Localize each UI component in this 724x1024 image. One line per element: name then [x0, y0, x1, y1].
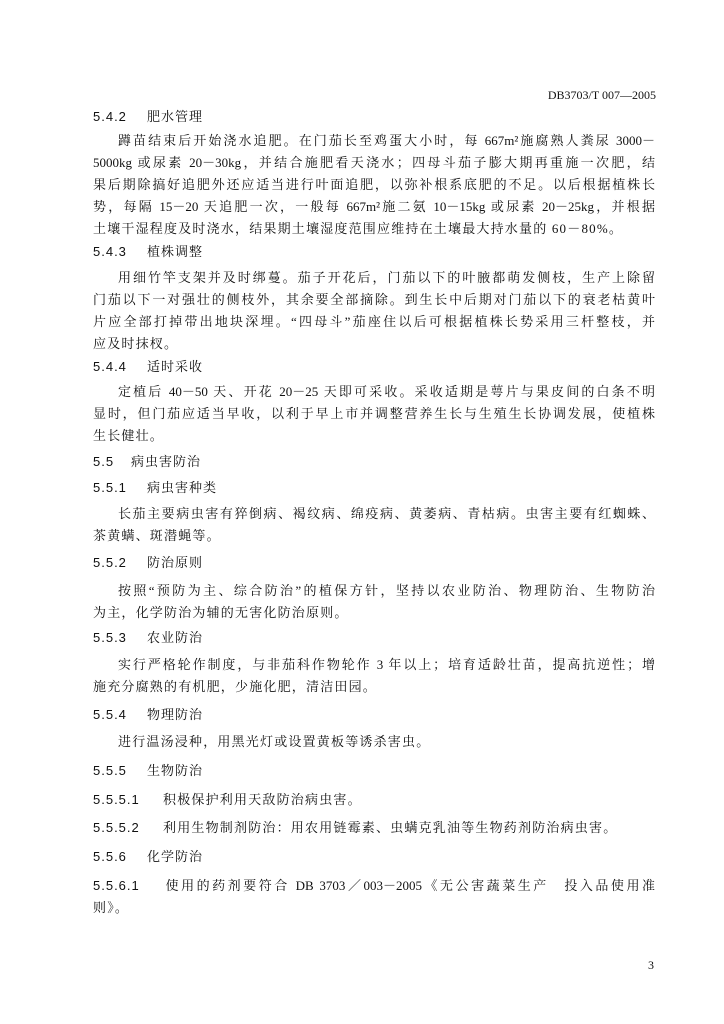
clause-item	[93, 817, 655, 839]
section-number: 5.5.5	[93, 763, 127, 778]
clause-line	[93, 875, 655, 897]
paragraph-line: 生长健壮。	[93, 428, 165, 443]
section-title: 病虫害防治	[131, 454, 202, 469]
paragraph-line: 片应全部打掉带出地块深埋。“四母斗”茄座住以后可根据植株长势采用三杆整枝，并	[93, 314, 655, 329]
paragraph	[93, 130, 655, 240]
section-heading	[93, 553, 655, 573]
paragraph	[93, 381, 655, 447]
paragraph-line: 按照“预防为主、综合防治”的植保方针，坚持以农业防治、物理防治、生物防治	[118, 583, 655, 598]
paragraph-line: 显时，但门茄应适当早收，以利于早上市并调整营养生长与生殖生长协调发展，使植株	[93, 406, 655, 421]
paragraph	[93, 267, 655, 355]
clause-number: 5.5.5.1	[93, 792, 140, 807]
section-title: 植株调整	[147, 244, 204, 259]
section-heading	[93, 705, 655, 725]
section-number: 5.5	[93, 454, 115, 469]
paragraph	[93, 503, 655, 547]
section-number: 5.5.4	[93, 707, 127, 722]
section-title: 适时采收	[147, 359, 204, 374]
chapter-heading	[93, 452, 655, 472]
paragraph-line: 进行温汤浸种，用黑光灯或设置黄板等诱杀害虫。	[118, 734, 431, 749]
section-heading	[93, 847, 655, 867]
paragraph-line: 长茄主要病虫害有猝倒病、褐纹病、绵疫病、黄萎病、青枯病。虫害主要有红蜘蛛、	[118, 506, 655, 521]
paragraph-line: 为主，化学防治为辅的无害化防治原则。	[93, 605, 349, 620]
section-title: 病虫害种类	[147, 480, 218, 495]
section-heading	[93, 478, 655, 498]
paragraph-line: 门茄以下一对强壮的侧枝外，其余要全部摘除。到生长中后期对门茄以下的衰老枯黄叶	[93, 292, 655, 307]
section-number: 5.5.6	[93, 849, 127, 864]
section-title: 物理防治	[147, 707, 204, 722]
section-title: 生物防治	[147, 763, 204, 778]
section-number: 5.5.1	[93, 480, 127, 495]
paragraph-line: 茶黄螨、斑潜蝇等。	[93, 528, 221, 543]
clause-text: 积极保护利用天敌防治病虫害。	[163, 792, 362, 807]
clause-text: 使用的药剂要符合 DB 3703／003－2005《无公害蔬菜生产 投入品使用准	[163, 878, 655, 893]
clause-number: 5.5.5.2	[93, 820, 140, 835]
paragraph-line: 应及时抹杈。	[93, 336, 179, 351]
paragraph-line: 定植后 40－50 天、开花 20－25 天即可采收。采收适期是萼片与果皮间的白条不明	[118, 384, 655, 399]
section-number: 5.4.2	[93, 109, 127, 124]
paragraph	[93, 580, 655, 624]
paragraph	[93, 654, 655, 698]
paragraph-line: 蹲苗结束后开始浇水追肥。在门茄长至鸡蛋大小时，每 667m²施腐熟人粪尿 3000－	[118, 133, 655, 148]
section-title: 农业防治	[147, 630, 204, 645]
paragraph-line: 实行严格轮作制度，与非茄科作物轮作 3 年以上；培育适龄壮苗，提高抗逆性；增	[118, 657, 655, 672]
section-number: 5.4.3	[93, 244, 127, 259]
paragraph-line: 果后期除搞好追肥外还应适当进行叶面追肥，以弥补根系底肥的不足。以后根据植株长	[93, 177, 655, 192]
paragraph-line: 土壤干湿程度及时浇水，结果期土壤湿度范围应维持在土壤最大持水量的 60－80%。	[93, 221, 624, 236]
paragraph	[93, 731, 655, 753]
section-number: 5.5.3	[93, 630, 127, 645]
page-content	[93, 107, 655, 919]
clause-item	[93, 789, 655, 811]
paragraph-line: 5000kg 或尿素 20－30kg，并结合施肥看天浇水；四母斗茄子膨大期再重施一次肥，结	[93, 155, 655, 170]
clause-number: 5.5.6.1	[93, 878, 140, 893]
section-heading	[93, 761, 655, 781]
clause-line	[93, 817, 655, 839]
clause-item	[93, 875, 655, 919]
section-heading	[93, 628, 655, 648]
section-title: 化学防治	[147, 849, 204, 864]
section-number: 5.5.2	[93, 555, 127, 570]
paragraph-line: 施充分腐熟的有机肥，少施化肥，清洁田园。	[93, 679, 378, 694]
clause-line	[93, 789, 655, 811]
section-title: 肥水管理	[147, 109, 204, 124]
section-number: 5.4.4	[93, 359, 127, 374]
section-heading	[93, 357, 655, 377]
paragraph-line: 势，每隔 15－20 天追肥一次，一般每 667m²施二氨 10－15kg 或尿素 20－25kg，并根据	[93, 199, 655, 214]
clause-text: 利用生物制剂防治：用农用链霉素、虫螨克乳油等生物药剂防治病虫害。	[163, 820, 618, 835]
section-heading	[93, 107, 655, 127]
clause-line: 则》。	[93, 900, 130, 915]
paragraph-line: 用细竹竿支架并及时绑蔓。茄子开花后，门茄以下的叶腋都萌发侧枝，生产上除留	[118, 270, 655, 285]
section-heading	[93, 242, 655, 262]
section-title: 防治原则	[147, 555, 204, 570]
page-number: 3	[648, 958, 654, 972]
standard-code-header: DB3703/T 007—2005	[547, 88, 656, 102]
